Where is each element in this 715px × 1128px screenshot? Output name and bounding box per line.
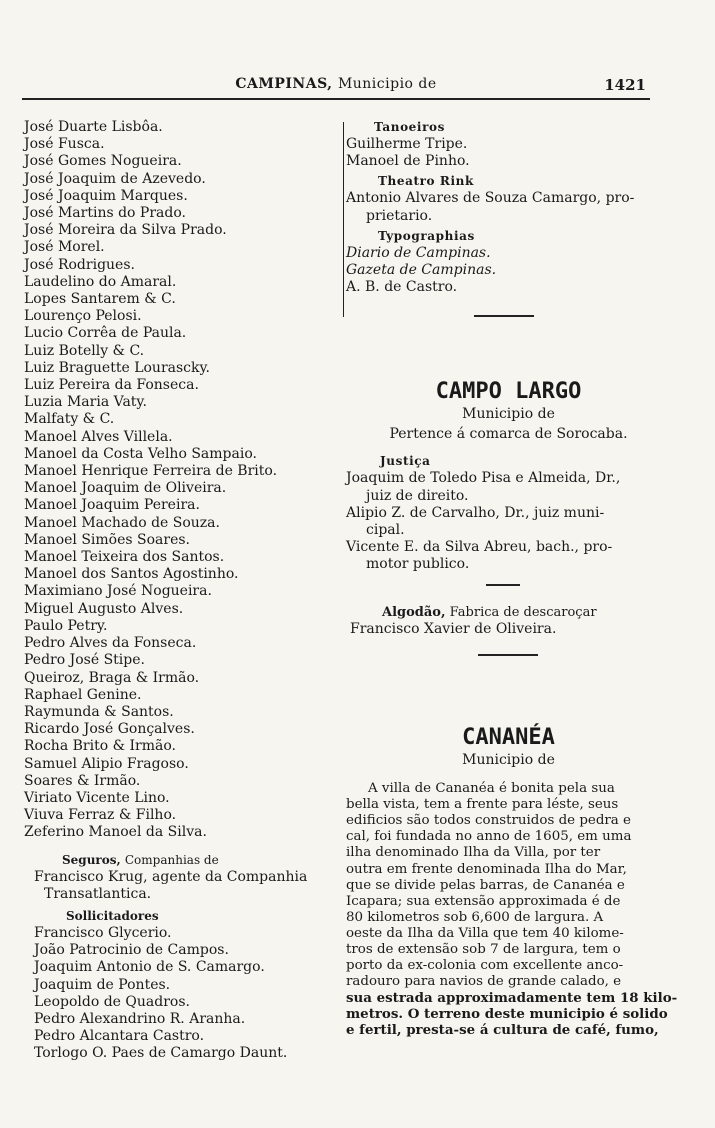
list-item: Francisco Glycerio. (34, 924, 172, 941)
list-item: Manoel Joaquim Pereira. (24, 497, 200, 514)
list-item: Manoel Simões Soares. (24, 531, 191, 548)
seguros-line: Francisco Krug, agente da Companhia (34, 868, 308, 885)
list-item: Manoel de Pinho. (346, 153, 470, 170)
cananea-title: CANANÉA (462, 725, 555, 751)
list-item: Manoel Joaquim de Oliveira. (24, 480, 227, 497)
running-head-location: Municipio de (337, 76, 437, 92)
list-item: Viriato Vicente Lino. (24, 789, 170, 806)
justica-line: cipal. (366, 522, 405, 539)
list-item: Pedro Alexandrino R. Aranha. (34, 1010, 246, 1027)
list-item: Rocha Brito & Irmão. (24, 738, 176, 755)
cananea-paragraph (346, 781, 678, 1039)
list-item: Luiz Pereira da Fonseca. (24, 377, 199, 394)
algodao-heading-bold: Algodão, (382, 604, 446, 620)
list-item: Manoel Alves Villela. (24, 428, 173, 445)
theatro-heading: Theatro Rink (378, 174, 474, 189)
seguros-heading (24, 852, 344, 869)
campo-largo-title: CAMPO LARGO (435, 379, 582, 405)
paragraph-line: Icapara; sua extensão approximada é de (346, 893, 621, 909)
theatro-line: prietario. (366, 207, 433, 224)
list-item: Gazeta de Campinas. (346, 262, 497, 279)
list-item: Guilherme Tripe. (346, 136, 468, 152)
list-item: Ricardo José Gonçalves. (24, 721, 195, 738)
paragraph-line: A villa de Cananéa é bonita pela sua (368, 781, 615, 797)
paragraph-line: metros. O terreno deste municipio é solido (346, 1006, 668, 1023)
list-item: Lucio Corrêa de Paula. (24, 325, 187, 342)
paragraph-line: que se divide pelas barras, de Cananéa e (346, 877, 625, 893)
campo-largo-comarca: Pertence á comarca de Sorocaba. (389, 426, 628, 443)
justica-heading: Justiça (380, 454, 431, 469)
list-item: Pedro José Stipe. (24, 652, 145, 669)
list-item: José Rodrigues. (24, 256, 135, 273)
paragraph-line: 80 kilometros sob 6,600 de largura. A (346, 909, 604, 925)
list-item: José Duarte Lisbôa. (24, 119, 163, 135)
list-item: Lourenço Pelosi. (24, 308, 142, 325)
list-item: Zeferino Manoel da Silva. (24, 824, 207, 841)
list-item: Viuva Ferraz & Filho. (24, 807, 177, 824)
left-column (24, 119, 344, 1063)
list-item: Lopes Santarem & C. (24, 291, 176, 308)
algodao-heading-rest: Fabrica de descaroçar (449, 604, 597, 620)
seguros-line: Transatlantica. (44, 885, 152, 902)
list-item: Laudelino do Amaral. (24, 273, 177, 290)
paragraph-line: porto da ex-colonia com excellente anco- (346, 958, 624, 974)
list-item: A. B. de Castro. (346, 279, 458, 296)
list-item: Joaquim Antonio de S. Camargo. (34, 959, 265, 976)
justica-line: Alipio Z. de Carvalho, Dr., juiz muni- (346, 504, 605, 521)
seguros-heading-bold: Seguros, (62, 852, 121, 867)
list-item: José Fusca. (24, 136, 105, 153)
paragraph-line: oeste da Ilha da Villa que tem 40 kilome- (346, 925, 624, 941)
sollicitadores-heading: Sollicitadores (66, 908, 159, 923)
typographias-heading: Typographias (378, 228, 475, 243)
list-item: Miguel Augusto Alves. (24, 600, 184, 617)
justica-line: motor publico. (366, 556, 470, 573)
paragraph-line: ilha denominado Ilha da Villa, por ter (346, 845, 601, 861)
list-item: Pedro Alves da Fonseca. (24, 635, 197, 652)
seguros-heading-rest: Companhias de (124, 852, 219, 867)
list-item: Paulo Petry. (24, 617, 108, 634)
paragraph-line: edificios são todos construidos de pedra e (346, 813, 631, 829)
algodao-line: Francisco Xavier de Oliveira. (350, 620, 557, 637)
campo-largo-subtitle: Municipio de (462, 406, 555, 423)
justica-line: juiz de direito. (366, 487, 469, 504)
right-column (346, 119, 678, 1039)
running-head (22, 76, 650, 92)
justica-line: Joaquim de Toledo Pisa e Almeida, Dr., (346, 470, 621, 487)
paragraph-line: radouro para navios de grande calado, e (346, 974, 622, 990)
list-item: José Joaquim Marques. (24, 187, 188, 204)
list-item: Leopoldo de Quadros. (34, 993, 190, 1010)
paragraph-line: sua estrada approximadamente tem 18 kilo- (346, 990, 678, 1007)
list-item: Joaquim de Pontes. (34, 976, 171, 993)
list-item: Torlogo O. Paes de Camargo Daunt. (34, 1045, 288, 1062)
sollicitadores-list (24, 925, 344, 1063)
list-item: Manoel da Costa Velho Sampaio. (24, 445, 257, 462)
list-item: Malfaty & C. (24, 411, 115, 428)
list-item: Manoel dos Santos Agostinho. (24, 566, 239, 583)
list-item: Pedro Alcantara Castro. (34, 1028, 205, 1045)
paragraph-line: e fertil, presta-se á cultura de café, fumo, (346, 1022, 659, 1039)
list-item: Luzia Maria Vaty. (24, 394, 147, 411)
paragraph-line: bella vista, tem a frente para léste, seus (346, 797, 619, 813)
list-item: Samuel Alipio Fragoso. (24, 755, 189, 772)
paragraph-line: outra em frente denominada Ilha do Mar, (346, 861, 627, 877)
list-item: Queiroz, Braga & Irmão. (24, 669, 200, 686)
page-header (22, 76, 650, 100)
list-item: Raphael Genine. (24, 686, 142, 703)
list-item: José Moreira da Silva Prado. (24, 222, 227, 239)
list-item: Diario de Campinas. (346, 244, 491, 261)
list-item: José Gomes Nogueira. (24, 153, 182, 170)
name-list (24, 119, 344, 842)
list-item: Luiz Braguette Lourascky. (24, 359, 210, 376)
list-item: Manoel Henrique Ferreira de Brito. (24, 463, 278, 480)
justica-line: Vicente E. da Silva Abreu, bach., pro- (346, 539, 613, 556)
list-item: José Martins do Prado. (24, 205, 186, 222)
list-item: Soares & Irmão. (24, 772, 141, 789)
list-item: Maximiano José Nogueira. (24, 583, 212, 600)
running-head-title: CAMPINAS, (235, 76, 333, 92)
list-item: Manoel Teixeira dos Santos. (24, 549, 225, 566)
list-item: João Patrocinio de Campos. (34, 942, 229, 959)
cananea-subtitle: Municipio de (462, 752, 555, 769)
list-item: José Morel. (24, 239, 105, 256)
list-item: José Joaquim de Azevedo. (24, 170, 206, 187)
page-number: 1421 (604, 76, 646, 94)
theatro-line: Antonio Alvares de Souza Camargo, pro- (346, 190, 635, 207)
algodao-heading (346, 604, 671, 621)
list-item: Manoel Machado de Souza. (24, 514, 220, 531)
list-item: Luiz Botelly & C. (24, 342, 145, 359)
paragraph-line: cal, foi fundada no anno de 1605, em uma (346, 829, 632, 845)
tanoeiros-heading: Tanoeiros (374, 120, 445, 134)
paragraph-line: tros de extensão sob 7 de largura, tem o (346, 941, 621, 957)
list-item: Raymunda & Santos. (24, 703, 174, 720)
